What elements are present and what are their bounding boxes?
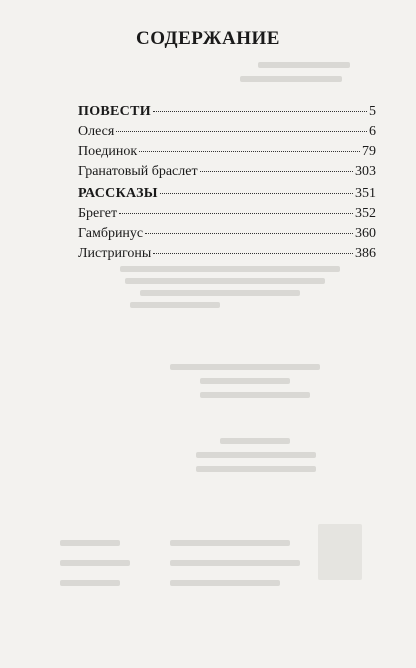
show-through-mark [170, 540, 290, 546]
leader-dots [200, 171, 353, 172]
toc-entry-label: Гранатовый браслет [78, 164, 198, 179]
show-through-mark [60, 540, 120, 546]
show-through-mark [140, 290, 300, 296]
show-through-mark [125, 278, 325, 284]
show-through-mark [130, 302, 220, 308]
toc-section-short-stories [78, 186, 376, 266]
toc-entry-page: 360 [355, 226, 376, 241]
toc-entry-label: Гамбринус [78, 226, 144, 241]
show-through-mark [120, 266, 340, 272]
show-through-mark [200, 378, 290, 384]
toc-heading-label: ПОВЕСТИ [78, 104, 151, 119]
leader-dots [153, 253, 353, 254]
show-through-mark [220, 438, 290, 444]
toc-entry[interactable] [78, 226, 376, 246]
toc-entry-label: Олеся [78, 124, 115, 139]
show-through-mark [60, 580, 120, 586]
toc-entry-page: 79 [362, 144, 376, 159]
toc-heading-page: 5 [369, 104, 376, 119]
toc-heading[interactable] [78, 104, 376, 124]
leader-dots [139, 151, 360, 152]
show-through-mark [196, 452, 316, 458]
show-through-mark [170, 560, 300, 566]
toc-entry[interactable] [78, 124, 376, 144]
page-title: СОДЕРЖАНИЕ [136, 28, 280, 49]
show-through-mark [170, 364, 320, 370]
toc-entry-page: 386 [355, 246, 376, 261]
show-through-mark [60, 560, 130, 566]
leader-dots [153, 111, 367, 112]
toc-entry-page: 6 [369, 124, 376, 139]
toc-entry[interactable] [78, 246, 376, 266]
leader-dots [160, 193, 353, 194]
leader-dots [119, 213, 353, 214]
toc-entry-label: Листригоны [78, 246, 152, 261]
toc-entry-page: 303 [355, 164, 376, 179]
show-through-mark [258, 62, 350, 68]
toc-entry[interactable] [78, 164, 376, 184]
show-through-mark [318, 524, 362, 580]
toc-heading-label: РАССКАЗЫ [78, 186, 158, 201]
show-through-mark [240, 76, 342, 82]
leader-dots [145, 233, 353, 234]
leader-dots [116, 131, 367, 132]
show-through-mark [170, 580, 280, 586]
toc-section-stories [78, 104, 376, 184]
toc-entry-label: Поединок [78, 144, 138, 159]
show-through-mark [196, 466, 316, 472]
toc-entry-page: 352 [355, 206, 376, 221]
toc-entry[interactable] [78, 206, 376, 226]
toc-heading-page: 351 [355, 186, 376, 201]
toc-heading[interactable] [78, 186, 376, 206]
toc-entry-label: Брегет [78, 206, 118, 221]
show-through-mark [200, 392, 310, 398]
toc-entry[interactable] [78, 144, 376, 164]
